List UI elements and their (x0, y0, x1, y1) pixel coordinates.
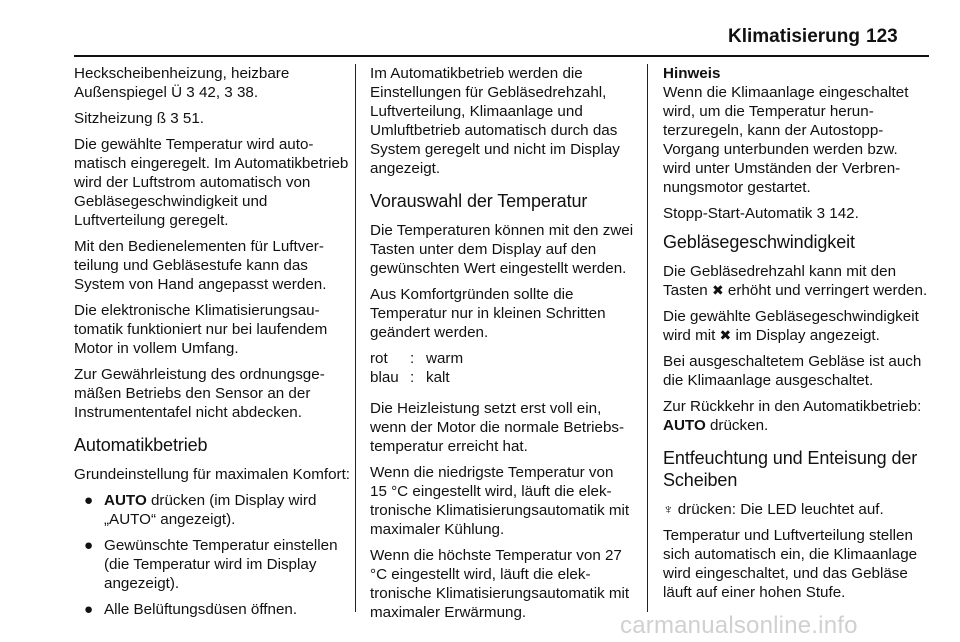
section-heading: Vorauswahl der Temperatur (370, 191, 588, 211)
defrost-icon: ♆ (663, 501, 674, 517)
paragraph: Wenn die höchste Temperatur von 27 °C eingestellt wird, läuft die elektronische Klimatisierungsautomatik mit maximaler Erwärmung. (370, 547, 630, 621)
paragraph: Sitzheizung ß 3 51. (74, 110, 205, 127)
page-number: 123 (866, 26, 898, 47)
list-item (74, 600, 357, 619)
paragraph: Grundeinstellung für maximalen Komfort: (74, 466, 351, 483)
paragraph: Wenn die niedrigste Temperatur von 15 °C eingestellt wird, läuft die elektronische Klimatisierungsautomatik mit maximaler Kühlung. (370, 464, 630, 538)
table-row (370, 368, 463, 387)
watermark: carmanualsonline.info (620, 612, 858, 639)
paragraph: Aus Komfortgründen sollte die Temperatur nur in kleinen Schritten geändert werden. (370, 286, 606, 341)
bullet-icon: ● (84, 492, 94, 509)
list-item (74, 491, 357, 529)
temperature-color-table (370, 349, 463, 387)
column-3 (663, 64, 929, 609)
paragraph: Heckscheibenheizung, heizbare Außenspiegel Ü 3 42, 3 38. (74, 65, 290, 101)
table-cell-key: rot (370, 350, 388, 367)
paragraph: Bei ausgeschaltetem Gebläse ist auch die Klimaanlage ausgeschaltet. (663, 353, 922, 389)
paragraph: Zur Gewährleistung des ordnungsgemäßen Betriebs den Sensor an der Instrumententafel nicht abdecken. (74, 366, 325, 421)
page-title: Klimatisierung (728, 26, 860, 47)
hint-reference: Stopp-Start-Automatik 3 142. (663, 205, 859, 222)
table-cell-sep: : (410, 369, 415, 386)
table-cell-sep: : (410, 350, 415, 367)
list-item-text: drücken (im Display wird „AUTO“ angezeigt). (104, 492, 317, 528)
paragraph: Die gewählte Temperatur wird automatisch eingeregelt. Im Automatikbetrieb wird der Luftstrom automatisch von Gebläsegeschwindigkeit und Luftverteilung geregelt. (74, 136, 349, 229)
list-item-text: Gewünschte Temperatur einstellen (die Temperatur wird im Display angezeigt). (104, 537, 338, 592)
column-divider-2 (647, 64, 648, 612)
header-rule (74, 55, 929, 57)
bullet-list (74, 491, 357, 619)
hint-box (663, 64, 929, 223)
hint-text: Wenn die Klimaanlage eingeschaltet wird, um die Temperatur herunterzuregeln, kann der Autostopp-Vorgang unterbunden werden bzw. wird unter Umständen der Verbrennungsmotor gestartet. (663, 84, 909, 196)
table-cell-value: kalt (426, 369, 450, 386)
section-heading: Gebläsegeschwindigkeit (663, 232, 855, 252)
table-cell-key: blau (370, 369, 399, 386)
table-cell-value: warm (426, 350, 464, 367)
bullet-icon: ● (84, 537, 94, 554)
fan-icon: ✖ (711, 282, 724, 298)
button-name: AUTO (663, 417, 706, 434)
paragraph: Die Temperaturen können mit den zwei Tasten unter dem Display auf den gewünschten Wert eingestellt werden. (370, 222, 634, 277)
paragraph: Zur Rückkehr in den Automatikbetrieb: AUTO drücken. (663, 398, 922, 434)
fan-icon: ✖ (719, 327, 732, 343)
button-name: AUTO (104, 492, 147, 509)
column-1 (74, 64, 357, 626)
section-heading: Entfeuchtung und Enteisung der Scheiben (663, 448, 918, 490)
list-item-text: Alle Belüftungsdüsen öffnen. (104, 601, 298, 618)
list-item (74, 536, 357, 593)
column-2 (370, 64, 634, 629)
bullet-icon: ● (84, 601, 94, 618)
paragraph: Im Automatikbetrieb werden die Einstellungen für Gebläsedrehzahl, Luftverteilung, Klimaanlage und Umluftbetrieb automatisch durch das System geregelt und nicht im Display angezeigt. (370, 65, 620, 177)
paragraph: Die gewählte Gebläsegeschwindigkeit wird mit ✖ im Display angezeigt. (663, 308, 919, 344)
paragraph: Die elektronische Klimatisierungsautomatik funktioniert nur bei laufendem Motor in vollem Umfang. (74, 302, 328, 357)
paragraph: ♆ drücken: Die LED leuchtet auf. (663, 501, 884, 518)
paragraph: Die Heizleistung setzt erst voll ein, wenn der Motor die normale Betriebstemperatur erreicht hat. (370, 400, 625, 455)
hint-title: Hinweis (663, 65, 721, 82)
section-heading: Automatikbetrieb (74, 435, 208, 455)
paragraph: Mit den Bedienelementen für Luftverteilung und Gebläsestufe kann das System von Hand angepasst werden. (74, 238, 327, 293)
table-row (370, 349, 463, 368)
paragraph: Die Gebläsedrehzahl kann mit den Tasten ✖ erhöht und verringert werden. (663, 263, 928, 299)
paragraph: Temperatur und Luftverteilung stellen sich automatisch ein, die Klimaanlage wird eingeschaltet, und das Gebläse läuft auf einer hohen Stufe. (663, 527, 918, 601)
